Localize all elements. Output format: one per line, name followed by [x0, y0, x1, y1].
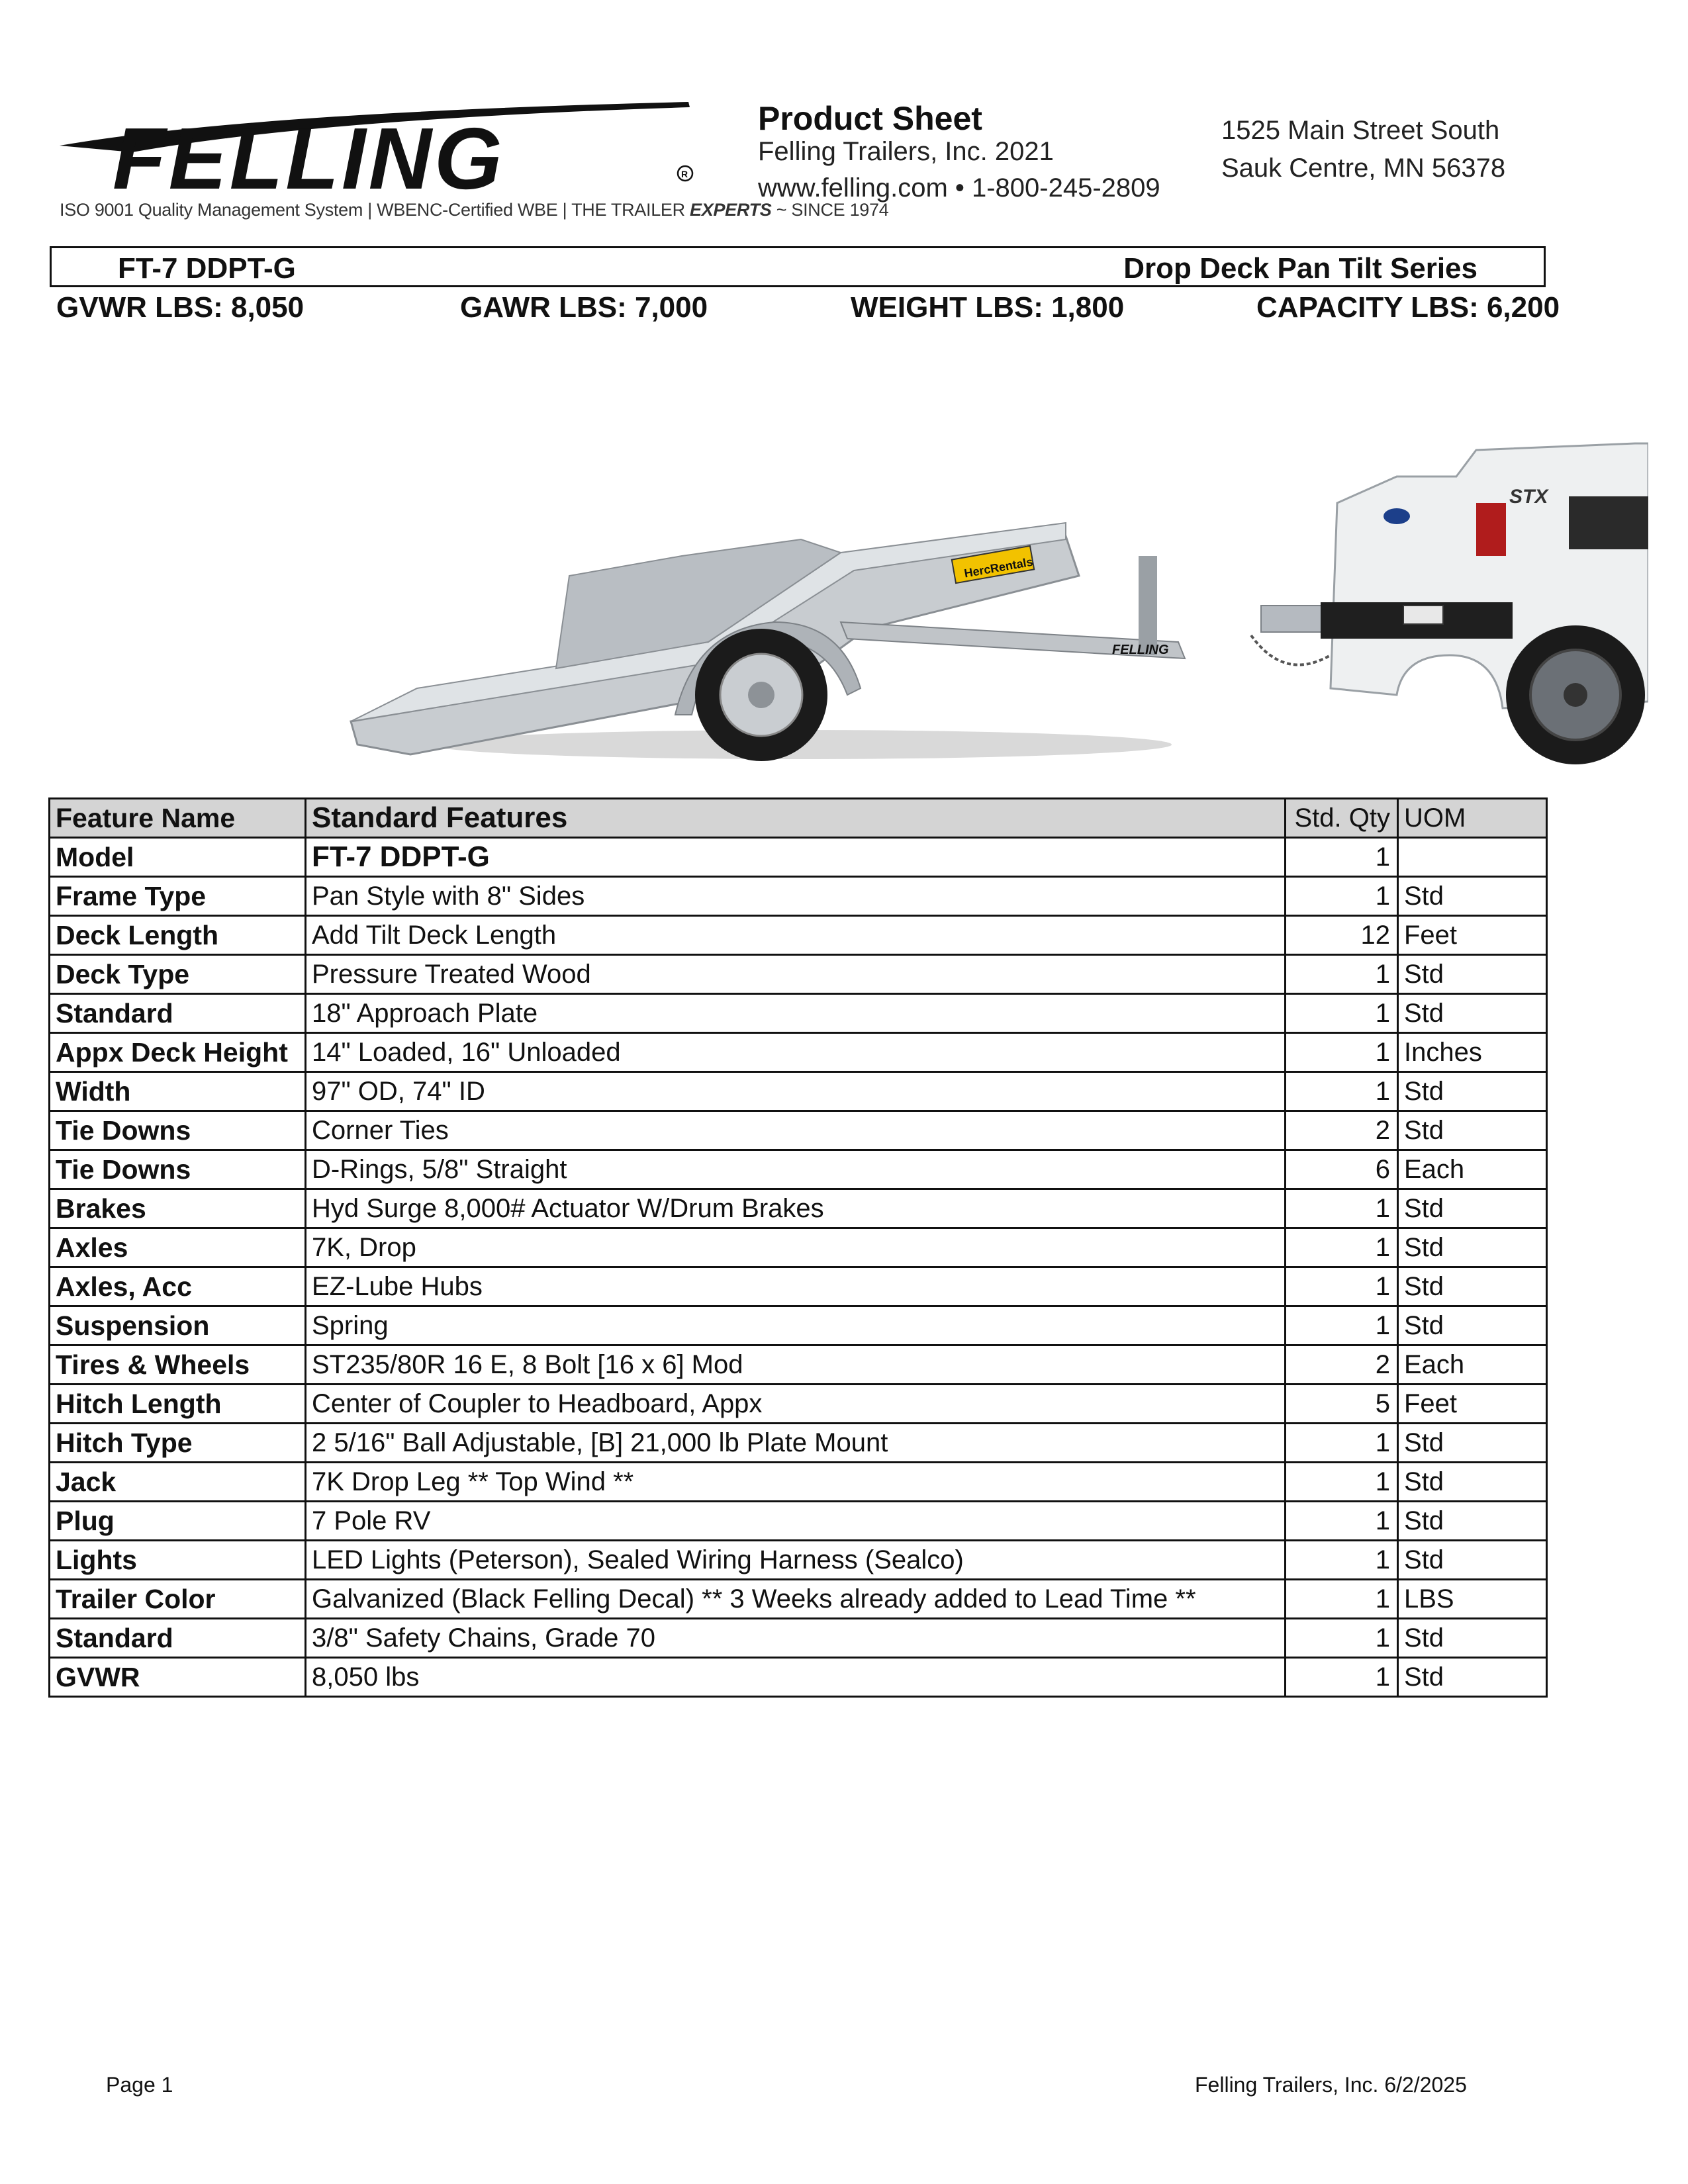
- row-standard-feature: 8,050 lbs: [306, 1658, 1286, 1697]
- table-row: [50, 994, 1547, 1033]
- table-row: [50, 1385, 1547, 1424]
- table-row: [50, 1345, 1547, 1385]
- row-std-qty: 1: [1286, 1033, 1398, 1072]
- row-uom: Feet: [1398, 1385, 1547, 1424]
- table-row: [50, 1072, 1547, 1111]
- svg-text:FELLING: FELLING: [113, 110, 505, 207]
- table-row: [50, 838, 1547, 877]
- row-std-qty: 1: [1286, 1541, 1398, 1580]
- table-row: [50, 1228, 1547, 1267]
- row-uom: Inches: [1398, 1033, 1547, 1072]
- row-uom: Std: [1398, 1424, 1547, 1463]
- series-name: Drop Deck Pan Tilt Series: [1123, 252, 1477, 285]
- spec-weight: WEIGHT LBS: 1,800: [851, 291, 1125, 324]
- row-feature-name: Deck Type: [50, 955, 306, 994]
- row-uom: Std: [1398, 1306, 1547, 1345]
- table-row: [50, 955, 1547, 994]
- row-uom: Std: [1398, 1189, 1547, 1228]
- row-standard-feature: 7K, Drop: [306, 1228, 1286, 1267]
- table-row: [50, 1502, 1547, 1541]
- row-uom: Feet: [1398, 916, 1547, 955]
- row-uom: Std: [1398, 1072, 1547, 1111]
- spec-gawr: GAWR LBS: 7,000: [460, 291, 708, 324]
- header-std-qty: Std. Qty: [1286, 799, 1398, 838]
- row-uom: Each: [1398, 1345, 1547, 1385]
- model-code: FT-7 DDPT-G: [118, 252, 296, 285]
- row-standard-feature: 2 5/16" Ball Adjustable, [B] 21,000 lb Plate Mount: [306, 1424, 1286, 1463]
- svg-text:STX: STX: [1509, 486, 1548, 508]
- row-std-qty: 1: [1286, 1072, 1398, 1111]
- row-uom: Std: [1398, 1619, 1547, 1658]
- row-std-qty: 1: [1286, 1424, 1398, 1463]
- row-feature-name: Appx Deck Height: [50, 1033, 306, 1072]
- table-row: [50, 1189, 1547, 1228]
- row-standard-feature: Galvanized (Black Felling Decal) ** 3 Weeks already added to Lead Time **: [306, 1580, 1286, 1619]
- row-standard-feature: Pressure Treated Wood: [306, 955, 1286, 994]
- row-standard-feature: EZ-Lube Hubs: [306, 1267, 1286, 1306]
- row-standard-feature: 7K Drop Leg ** Top Wind **: [306, 1463, 1286, 1502]
- header-standard-features: Standard Features: [306, 799, 1286, 838]
- row-std-qty: 1: [1286, 1580, 1398, 1619]
- row-feature-name: Axles: [50, 1228, 306, 1267]
- row-std-qty: 6: [1286, 1150, 1398, 1189]
- spec-capacity: CAPACITY LBS: 6,200: [1256, 291, 1560, 324]
- table-row: [50, 1150, 1547, 1189]
- svg-text:FELLING: FELLING: [1112, 643, 1169, 657]
- row-standard-feature: 14" Loaded, 16" Unloaded: [306, 1033, 1286, 1072]
- table-row: [50, 1033, 1547, 1072]
- row-uom: Std: [1398, 1502, 1547, 1541]
- row-feature-name: Plug: [50, 1502, 306, 1541]
- table-row: [50, 1541, 1547, 1580]
- row-standard-feature: ST235/80R 16 E, 8 Bolt [16 x 6] Mod: [306, 1345, 1286, 1385]
- row-std-qty: 1: [1286, 1306, 1398, 1345]
- row-feature-name: Standard: [50, 994, 306, 1033]
- row-feature-name: Deck Length: [50, 916, 306, 955]
- row-std-qty: 1: [1286, 1658, 1398, 1697]
- row-standard-feature: Pan Style with 8" Sides: [306, 877, 1286, 916]
- row-std-qty: 1: [1286, 1267, 1398, 1306]
- table-row: [50, 877, 1547, 916]
- row-standard-feature: D-Rings, 5/8" Straight: [306, 1150, 1286, 1189]
- row-uom: Std: [1398, 1658, 1547, 1697]
- table-row: [50, 1658, 1547, 1697]
- row-feature-name: Hitch Length: [50, 1385, 306, 1424]
- row-standard-feature: FT-7 DDPT-G: [306, 838, 1286, 877]
- table-row: [50, 1580, 1547, 1619]
- model-bar: [50, 246, 1546, 287]
- row-feature-name: Frame Type: [50, 877, 306, 916]
- row-standard-feature: LED Lights (Peterson), Sealed Wiring Harness (Sealco): [306, 1541, 1286, 1580]
- row-uom: [1398, 838, 1547, 877]
- row-std-qty: 2: [1286, 1111, 1398, 1150]
- row-std-qty: 1: [1286, 1228, 1398, 1267]
- features-table: [48, 797, 1548, 1698]
- svg-text:HercRentals: HercRentals: [962, 555, 1034, 580]
- address-street: 1525 Main Street South: [1221, 116, 1500, 145]
- row-standard-feature: Spring: [306, 1306, 1286, 1345]
- row-std-qty: 1: [1286, 955, 1398, 994]
- row-uom: Std: [1398, 1267, 1547, 1306]
- product-photo: [338, 404, 1648, 774]
- row-std-qty: 1: [1286, 1619, 1398, 1658]
- row-feature-name: Axles, Acc: [50, 1267, 306, 1306]
- row-uom: Std: [1398, 877, 1547, 916]
- row-feature-name: Hitch Type: [50, 1424, 306, 1463]
- row-std-qty: 1: [1286, 1502, 1398, 1541]
- table-row: [50, 1306, 1547, 1345]
- address-city: Sauk Centre, MN 56378: [1221, 154, 1506, 183]
- row-feature-name: Model: [50, 838, 306, 877]
- row-standard-feature: 7 Pole RV: [306, 1502, 1286, 1541]
- spec-gvwr: GVWR LBS: 8,050: [56, 291, 305, 324]
- row-feature-name: Trailer Color: [50, 1580, 306, 1619]
- table-header-row: [50, 799, 1547, 838]
- row-std-qty: 1: [1286, 1463, 1398, 1502]
- row-feature-name: Tie Downs: [50, 1150, 306, 1189]
- table-row: [50, 1424, 1547, 1463]
- web-phone-line: www.felling.com • 1-800-245-2809: [758, 173, 1160, 203]
- row-feature-name: Jack: [50, 1463, 306, 1502]
- logo-tagline: ISO 9001 Quality Management System | WBENC-Certified WBE | THE TRAILER EXPERTS ~ SINCE 1974: [60, 200, 889, 220]
- row-std-qty: 1: [1286, 994, 1398, 1033]
- row-std-qty: 2: [1286, 1345, 1398, 1385]
- row-feature-name: Lights: [50, 1541, 306, 1580]
- row-feature-name: GVWR: [50, 1658, 306, 1697]
- row-uom: Std: [1398, 1111, 1547, 1150]
- row-standard-feature: 97" OD, 74" ID: [306, 1072, 1286, 1111]
- row-feature-name: Brakes: [50, 1189, 306, 1228]
- page-number: Page 1: [106, 2073, 173, 2097]
- row-standard-feature: Center of Coupler to Headboard, Appx: [306, 1385, 1286, 1424]
- row-uom: Std: [1398, 994, 1547, 1033]
- table-row: [50, 1267, 1547, 1306]
- company-line: Felling Trailers, Inc. 2021: [758, 137, 1054, 166]
- row-standard-feature: 3/8" Safety Chains, Grade 70: [306, 1619, 1286, 1658]
- row-uom: Std: [1398, 1541, 1547, 1580]
- product-sheet-title: Product Sheet: [758, 100, 982, 137]
- row-std-qty: 5: [1286, 1385, 1398, 1424]
- row-feature-name: Standard: [50, 1619, 306, 1658]
- row-uom: Each: [1398, 1150, 1547, 1189]
- header-feature-name: Feature Name: [50, 799, 306, 838]
- row-std-qty: 1: [1286, 877, 1398, 916]
- row-standard-feature: 18" Approach Plate: [306, 994, 1286, 1033]
- footer-company-date: Felling Trailers, Inc. 6/2/2025: [1195, 2073, 1467, 2097]
- table-row: [50, 916, 1547, 955]
- row-standard-feature: Corner Ties: [306, 1111, 1286, 1150]
- row-std-qty: 12: [1286, 916, 1398, 955]
- row-uom: Std: [1398, 1228, 1547, 1267]
- row-standard-feature: Hyd Surge 8,000# Actuator W/Drum Brakes: [306, 1189, 1286, 1228]
- row-std-qty: 1: [1286, 1189, 1398, 1228]
- row-standard-feature: Add Tilt Deck Length: [306, 916, 1286, 955]
- row-uom: Std: [1398, 955, 1547, 994]
- row-feature-name: Suspension: [50, 1306, 306, 1345]
- row-feature-name: Tires & Wheels: [50, 1345, 306, 1385]
- row-feature-name: Width: [50, 1072, 306, 1111]
- svg-text:R: R: [681, 169, 688, 179]
- table-row: [50, 1463, 1547, 1502]
- row-uom: Std: [1398, 1463, 1547, 1502]
- row-std-qty: 1: [1286, 838, 1398, 877]
- row-uom: LBS: [1398, 1580, 1547, 1619]
- row-feature-name: Tie Downs: [50, 1111, 306, 1150]
- header-uom: UOM: [1398, 799, 1547, 838]
- table-row: [50, 1111, 1547, 1150]
- table-row: [50, 1619, 1547, 1658]
